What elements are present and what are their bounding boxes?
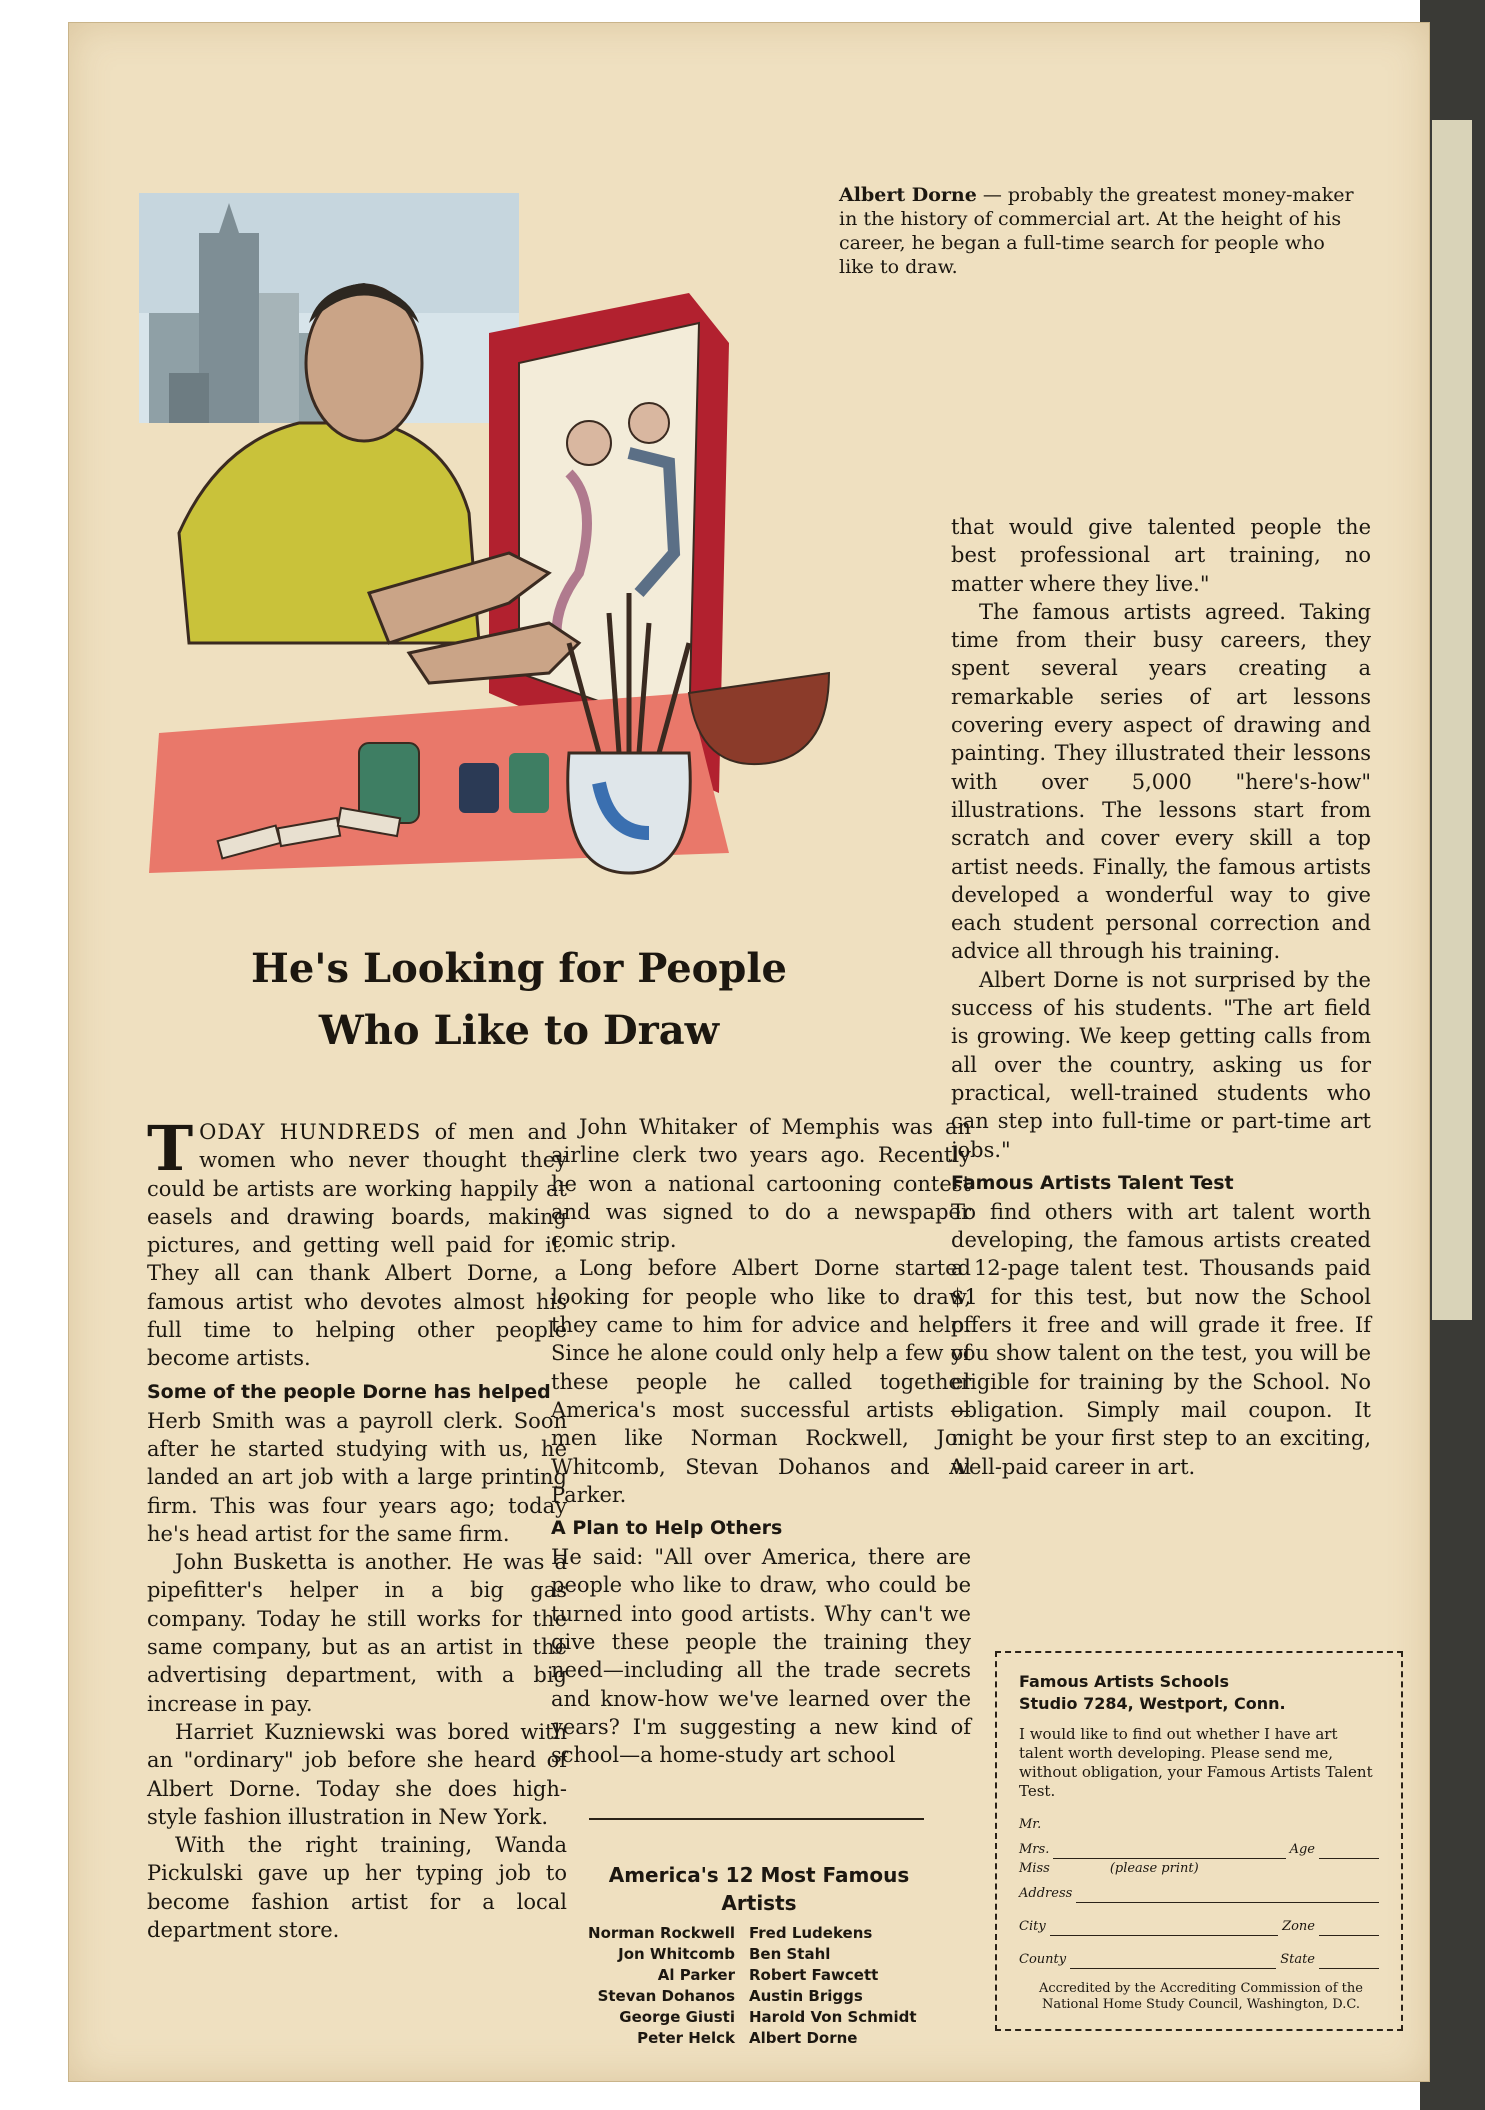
coupon-name-line[interactable] — [1019, 1840, 1383, 1859]
artist-name: Robert Fawcett — [749, 1966, 879, 1984]
paragraph-continued: that would give talented people the best professional art training, no matter where they live." — [951, 515, 1371, 596]
illustration-caption — [839, 183, 1359, 279]
artist-name: Austin Briggs — [749, 1987, 863, 2005]
artist-name: Ben Stahl — [749, 1945, 831, 1963]
paragraph-not-surprised: Albert Dorne is not surprised by the success of his students. "The art field is growing. We keep getting calls from all over the country, asking us for practical, well-trained students who can step into full-time or part-time art jobs." — [951, 967, 1371, 1162]
artists-row — [549, 2028, 1009, 2049]
label-mr: Mr. — [1019, 1817, 1042, 1832]
coupon-request-text: I would like to find out whether I have art talent worth developing. Please send me, without obligation, your Famous Artists Talent Test. — [1019, 1725, 1373, 1800]
label-age: Age — [1289, 1842, 1315, 1857]
column-3 — [951, 513, 1371, 1481]
label-city: City — [1019, 1919, 1046, 1934]
intro-text: of men and women who never thought they could be artists are working happily at easels and drawing boards, making pictures, and getting well paid for it. They all can thank Albert Dorne, a famous artist who devotes almost his full time to helping other people become artists. — [147, 1120, 567, 1371]
artists-row — [549, 1923, 1009, 1944]
mail-coupon[interactable] — [995, 1651, 1403, 2031]
artists-row — [549, 1986, 1009, 2007]
coupon-address-field[interactable] — [1019, 1884, 1383, 1903]
artist-name: Fred Ludekens — [749, 1924, 873, 1942]
subhead-plan: A Plan to Help Others — [551, 1517, 783, 1540]
paragraph-harriet: Harriet Kuzniewski was bored with an "ordinary" job before she heard of Albert Dorne. Today she does high-style fashion illustration in New York. — [147, 1719, 567, 1829]
artists-list-title: America's 12 Most Famous Artists — [608, 1863, 910, 1915]
label-miss: Miss — [1019, 1861, 1050, 1876]
label-address: Address — [1019, 1886, 1073, 1901]
coupon-studio-address: Studio 7284, Westport, Conn. — [1019, 1694, 1286, 1713]
subhead-talent-test: Famous Artists Talent Test — [951, 1171, 1234, 1194]
artist-name: Al Parker — [657, 1966, 735, 1984]
albert-dorne-illustration — [129, 173, 889, 933]
artists-row — [549, 2007, 1009, 2028]
paragraph-talent-test: To find others with art talent worth developing, the famous artists created a 12-page talent test. Thousands paid $1 for this test, but now the School offers it free and will grade it free. If you show talent on the test, you will be eligible for training by the School. No obligation. Simply mail coupon. It might be your first step to an exciting, well-paid career in art. — [951, 1199, 1371, 1479]
caption-text: — probably the greatest money-maker in the history of commercial art. At the height of his career, he began a full-time search for people who like to draw. — [839, 184, 1354, 278]
drop-cap: T — [147, 1112, 194, 1185]
label-mrs: Mrs. — [1019, 1842, 1050, 1857]
artist-name: George Giusti — [619, 2008, 735, 2026]
artist-name: Stevan Dohanos — [597, 1987, 735, 2005]
artist-name: Harold Von Schmidt — [749, 2008, 917, 2026]
coupon-school-name: Famous Artists Schools — [1019, 1672, 1229, 1691]
paragraph-artists-agreed: The famous artists agreed. Taking time from their busy careers, they spent several years creating a remarkable series of art lessons covering every aspect of drawing and painting. They illustrated their lessons with over 5,000 "here's-how" illustrations. The lessons start from scratch and cover every skill a top artist needs. Finally, the famous artists developed a wonderful way to give each student personal correction and advice all through his training. — [951, 599, 1371, 964]
coupon-name-field[interactable] — [1019, 1815, 1383, 1834]
column-1 — [147, 1112, 567, 1944]
paragraph-he-said: He said: "All over America, there are people who like to draw, who could be turned into good artists. Why can't we give these people the training they need—including all the trade secrets and know-how we've learned over the years? I'm suggesting a new kind of school—a home-study art school — [551, 1545, 971, 1768]
magazine-page — [68, 22, 1430, 2082]
headline-line-1: He's Looking for People — [251, 945, 787, 992]
caption-name: Albert Dorne — [839, 184, 977, 206]
headline-line-2: Who Like to Draw — [318, 1007, 720, 1054]
label-county: County — [1019, 1952, 1067, 1967]
paragraph-wanda: With the right training, Wanda Pickulski gave up her typing job to become fashion artist for a local department store. — [147, 1833, 567, 1943]
intro-paragraph — [147, 1112, 567, 1373]
paragraph-herb-smith: Herb Smith was a payroll clerk. Soon after he started studying with us, he landed an art job with a large printing firm. This was four years ago; today he's head artist for the same firm. — [147, 1408, 567, 1546]
subhead-people-helped: Some of the people Dorne has helped — [147, 1380, 551, 1403]
paragraph-john-whitaker: John Whitaker of Memphis was an airline clerk two years ago. Recently he won a national cartooning contest and was signed to do a newspaper comic strip. — [551, 1115, 971, 1253]
divider-rule — [589, 1818, 924, 1820]
coupon-accreditation: Accredited by the Accrediting Commission of the National Home Study Council, Washington, D.C. — [1039, 1981, 1363, 2012]
lead-caps: ODAY HUNDREDS — [199, 1120, 422, 1144]
artist-name: Peter Helck — [637, 2029, 735, 2047]
artists-list — [549, 1923, 1009, 2049]
coupon-city-field[interactable] — [1019, 1917, 1383, 1936]
headline — [159, 938, 879, 1062]
artist-name: Norman Rockwell — [588, 1924, 735, 1942]
artist-name: Jon Whitcomb — [618, 1945, 735, 1963]
label-state: State — [1280, 1952, 1315, 1967]
artists-row — [549, 1944, 1009, 1965]
label-please-print: (please print) — [1109, 1861, 1199, 1876]
label-zone: Zone — [1282, 1919, 1315, 1934]
coupon-county-field[interactable] — [1019, 1950, 1383, 1969]
paragraph-long-before: Long before Albert Dorne started looking for people who like to draw, they came to him for advice and help. Since he alone could only help a few of these people he called together America's most successful artists —men like Norman Rockwell, Jon Whitcomb, Stevan Dohanos and Al Parker. — [551, 1256, 971, 1507]
coupon-miss-line — [1019, 1859, 1383, 1878]
artists-row — [549, 1965, 1009, 1986]
paragraph-john-busketta: John Busketta is another. He was a pipefitter's helper in a big gas company. Today he still works for the same company, but as an artist in the advertising department, with a big increase in pay. — [147, 1550, 567, 1716]
artist-name: Albert Dorne — [749, 2029, 858, 2047]
column-2 — [551, 1113, 971, 1770]
